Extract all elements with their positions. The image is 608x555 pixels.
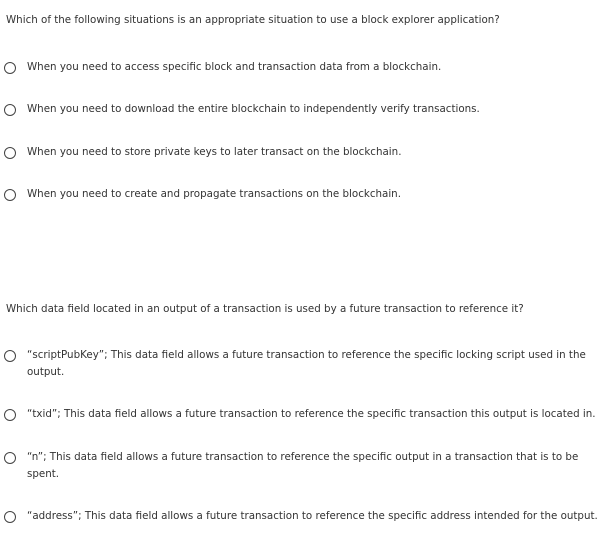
radio-button[interactable] [4,147,16,159]
q2-option-3-label: “n”; This data field allows a future transaction to reference the specific output in a transaction that is to be spent. [27,451,579,480]
radio-button[interactable] [4,511,16,523]
q2-option-4[interactable] [4,510,604,525]
question-2-prompt: Which data field located in an output of a transaction is used by a future transaction to reference it? [6,303,524,315]
q1-option-2[interactable] [4,103,604,118]
radio-button[interactable] [4,350,16,362]
q1-option-4-label: When you need to create and propagate transactions on the blockchain. [27,188,401,200]
radio-button[interactable] [4,452,16,464]
q1-option-3[interactable] [4,146,604,161]
radio-button[interactable] [4,104,16,116]
q1-option-3-label: When you need to store private keys to later transact on the blockchain. [27,146,402,158]
question-1-prompt: Which of the following situations is an appropriate situation to use a block explorer application? [6,14,500,26]
q2-option-3[interactable] [4,451,604,483]
q2-option-2[interactable] [4,408,604,423]
q1-option-1-label: When you need to access specific block and transaction data from a blockchain. [27,61,442,73]
q1-option-2-label: When you need to download the entire blockchain to independently verify transactions. [27,103,480,115]
q2-option-4-label: “address”; This data field allows a future transaction to reference the specific address intended for the output. [27,510,598,522]
q2-option-2-label: “txid”; This data field allows a future transaction to reference the specific transaction this output is located in. [27,408,596,420]
radio-button[interactable] [4,62,16,74]
q2-option-1[interactable] [4,349,604,381]
q1-option-4[interactable] [4,188,604,203]
radio-button[interactable] [4,189,16,201]
q2-option-1-label: “scriptPubKey”; This data field allows a future transaction to reference the specific locking script used in the output. [27,349,586,378]
q1-option-1[interactable] [4,61,604,76]
radio-button[interactable] [4,409,16,421]
